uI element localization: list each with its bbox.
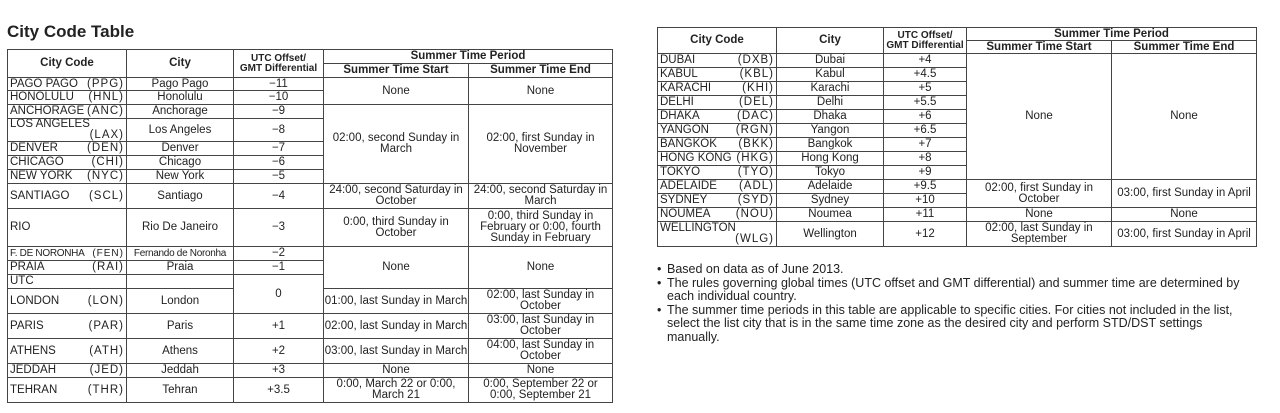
city-code-name: BANGKOK xyxy=(660,138,717,150)
table-cell: 03:00, last Sunday in October xyxy=(469,314,613,339)
table-cell xyxy=(658,152,777,166)
table-cell xyxy=(658,110,777,124)
table-cell: Fernando de Noronha xyxy=(127,247,234,261)
table-cell: +4.5 xyxy=(884,68,967,82)
city-code-abbrev: (TYO) xyxy=(737,166,774,178)
table-cell: +12 xyxy=(884,222,967,247)
table-cell: +2 xyxy=(234,339,324,364)
table-cell xyxy=(8,339,127,364)
city-code-abbrev: (WLG) xyxy=(735,233,774,245)
city-code-name: ANCHORAGE xyxy=(10,105,85,117)
table-cell: Denver xyxy=(127,142,234,156)
table-cell xyxy=(8,275,127,289)
table-cell: Yangon xyxy=(777,124,884,138)
table-cell: 0:00, September 22 or 0:00, September 21 xyxy=(469,378,613,403)
table-cell xyxy=(658,54,777,68)
table-cell: 02:00, last Sunday in March xyxy=(324,314,469,339)
table-cell xyxy=(658,68,777,82)
table-cell: None xyxy=(324,364,469,378)
table-cell xyxy=(8,364,127,378)
city-code-abbrev: (ATH) xyxy=(89,344,124,357)
city-code-name: RIO xyxy=(10,221,31,233)
table-row xyxy=(658,54,1257,68)
city-code-abbrev: (ADL) xyxy=(738,180,774,192)
table-row xyxy=(658,208,1257,222)
table-cell xyxy=(8,184,127,209)
table-cell: None xyxy=(1112,54,1257,180)
city-code-name: YANGON xyxy=(660,124,709,136)
city-code-abbrev: (SCL) xyxy=(88,189,124,202)
city-code-abbrev: (KBL) xyxy=(739,68,774,80)
table-cell: 24:00, second Saturday in October xyxy=(324,184,469,209)
table-cell xyxy=(658,124,777,138)
city-code-abbrev: (CHI) xyxy=(91,156,124,168)
table-cell: 0 xyxy=(234,275,324,314)
header-summer-period: Summer Time Period xyxy=(324,50,613,64)
city-code-abbrev: (PPG) xyxy=(87,77,124,90)
table-cell: −6 xyxy=(234,156,324,170)
table-cell xyxy=(8,261,127,275)
table-cell: Santiago xyxy=(127,184,234,209)
header-city-code: City Code xyxy=(8,50,127,78)
table-cell: None xyxy=(967,54,1112,180)
table-cell xyxy=(8,91,127,105)
table-cell: +5 xyxy=(884,82,967,96)
header-city-code: City Code xyxy=(658,28,777,54)
table-cell xyxy=(658,194,777,208)
city-code-name: KABUL xyxy=(660,68,698,80)
table-cell xyxy=(8,78,127,91)
table-cell: Jeddah xyxy=(127,364,234,378)
table-cell xyxy=(658,96,777,110)
table-cell: Adelaide xyxy=(777,180,884,194)
table-cell: London xyxy=(127,289,234,314)
table-row xyxy=(8,209,613,247)
table-cell: Noumea xyxy=(777,208,884,222)
header-summer-start: Summer Time Start xyxy=(967,41,1112,54)
table-cell: +11 xyxy=(884,208,967,222)
table-cell: Chicago xyxy=(127,156,234,170)
city-code-abbrev: (NOU) xyxy=(735,208,774,220)
table-cell: +9.5 xyxy=(884,180,967,194)
table-cell xyxy=(658,82,777,96)
table-cell: Kabul xyxy=(777,68,884,82)
table-cell: Sydney xyxy=(777,194,884,208)
city-code-abbrev: (DEN) xyxy=(87,142,124,154)
table-cell xyxy=(658,222,777,247)
table-cell: 03:00, first Sunday in April xyxy=(1112,222,1257,247)
table-cell: +8 xyxy=(884,152,967,166)
table-cell xyxy=(8,247,127,261)
table-cell: Hong Kong xyxy=(777,152,884,166)
table-cell: 0:00, third Sunday in October xyxy=(324,209,469,247)
city-code-abbrev: (HNL) xyxy=(88,91,124,103)
table-row xyxy=(8,339,613,364)
table-cell: Honolulu xyxy=(127,91,234,105)
table-cell: 0:00, March 22 or 0:00, March 21 xyxy=(324,378,469,403)
city-code-abbrev: (BKK) xyxy=(738,138,774,150)
table-cell xyxy=(8,105,127,119)
table-cell: −4 xyxy=(234,184,324,209)
city-code-name: PARIS xyxy=(10,319,44,332)
city-code-name: LOS ANGELES xyxy=(10,118,90,130)
table-cell xyxy=(8,209,127,247)
table-cell: Tehran xyxy=(127,378,234,403)
table-cell: +5.5 xyxy=(884,96,967,110)
city-code-abbrev: (KHI) xyxy=(742,82,774,94)
table-cell: 24:00, second Saturday in March xyxy=(469,184,613,209)
page-title: City Code Table xyxy=(7,22,135,41)
table-row xyxy=(8,105,613,119)
table-cell: −10 xyxy=(234,91,324,105)
city-code-abbrev: (HKG) xyxy=(736,152,774,164)
header-utc-offset: UTC Offset/ GMT Differential xyxy=(884,28,967,54)
table-cell: 01:00, last Sunday in March xyxy=(324,289,469,314)
table-row xyxy=(658,180,1257,194)
table-cell: Karachi xyxy=(777,82,884,96)
table-cell: +6.5 xyxy=(884,124,967,138)
city-code-abbrev: (THR) xyxy=(87,383,124,396)
header-summer-period: Summer Time Period xyxy=(967,28,1257,41)
table-cell: 03:00, first Sunday in April xyxy=(1112,180,1257,208)
city-code-abbrev: (RAI) xyxy=(92,261,124,273)
header-utc-offset: UTC Offset/ GMT Differential xyxy=(234,50,324,78)
header-city: City xyxy=(127,50,234,78)
city-code-name: KARACHI xyxy=(660,82,712,94)
table-cell: 02:00, first Sunday in October xyxy=(967,180,1112,208)
table-cell: +4 xyxy=(884,54,967,68)
city-code-name: PRAIA xyxy=(10,261,45,273)
header-summer-end: Summer Time End xyxy=(1112,41,1257,54)
table-cell: 02:00, last Sunday in September xyxy=(967,222,1112,247)
city-code-abbrev: (ANC) xyxy=(87,105,124,117)
table-cell: Wellington xyxy=(777,222,884,247)
footnotes xyxy=(657,263,1257,344)
city-code-abbrev: (LAX) xyxy=(89,129,124,141)
city-code-abbrev: (FEN) xyxy=(92,248,124,259)
table-cell: Anchorage xyxy=(127,105,234,119)
table-cell: +1 xyxy=(234,314,324,339)
city-code-name: LONDON xyxy=(10,294,60,307)
city-code-name: F. DE NORONHA xyxy=(10,248,85,259)
table-cell: +6 xyxy=(884,110,967,124)
table-cell: −7 xyxy=(234,142,324,156)
table-cell: None xyxy=(469,78,613,105)
table-cell: −3 xyxy=(234,209,324,247)
table-cell: Pago Pago xyxy=(127,78,234,91)
table-cell xyxy=(8,289,127,314)
table-cell: None xyxy=(324,78,469,105)
note-item: • Based on data as of June 2013. xyxy=(657,263,1257,277)
city-code-name: NEW YORK xyxy=(10,170,73,182)
table-cell xyxy=(658,166,777,180)
table-cell: None xyxy=(324,247,469,289)
note-item: • The rules governing global times (UTC offset and GMT differential) and summer time are determined by each individual country. xyxy=(657,277,1257,304)
city-code-abbrev: (PAR) xyxy=(88,319,124,332)
table-cell: −2 xyxy=(234,247,324,261)
table-row xyxy=(8,314,613,339)
city-code-name: HONOLULU xyxy=(10,91,74,103)
city-code-name: HONG KONG xyxy=(660,152,732,164)
table-cell: None xyxy=(1112,208,1257,222)
table-cell: Rio De Janeiro xyxy=(127,209,234,247)
city-code-abbrev: (DEL) xyxy=(738,96,774,108)
table-cell: 02:00, first Sunday in November xyxy=(469,105,613,184)
note-item: • The summer time periods in this table are applicable to specific cities. For cities not included in the list, select the list city that is in the same time zone as the desired city and perform STD/DST settings manually. xyxy=(657,304,1257,345)
city-code-abbrev: (SYD) xyxy=(737,194,774,206)
table-cell: −11 xyxy=(234,78,324,91)
city-code-name: DENVER xyxy=(10,142,58,154)
header-city: City xyxy=(777,28,884,54)
city-code-name: DHAKA xyxy=(660,110,700,122)
table-cell: Athens xyxy=(127,339,234,364)
table-row xyxy=(8,364,613,378)
city-code-table-right xyxy=(657,27,1257,247)
table-cell: +3.5 xyxy=(234,378,324,403)
city-code-abbrev: (RGN) xyxy=(735,124,774,136)
table-cell: −5 xyxy=(234,170,324,184)
header-summer-start: Summer Time Start xyxy=(324,64,469,78)
table-cell xyxy=(8,156,127,170)
table-cell: Dubai xyxy=(777,54,884,68)
city-code-table-left xyxy=(7,49,613,403)
table-cell: +3 xyxy=(234,364,324,378)
table-cell: Los Angeles xyxy=(127,119,234,142)
table-cell: New York xyxy=(127,170,234,184)
table-cell xyxy=(658,180,777,194)
table-row xyxy=(8,378,613,403)
city-code-name: ADELAIDE xyxy=(660,180,717,192)
table-cell: Tokyo xyxy=(777,166,884,180)
table-cell xyxy=(127,275,234,289)
city-code-name: JEDDAH xyxy=(10,364,57,376)
table-cell: None xyxy=(469,247,613,289)
city-code-abbrev: (NYC) xyxy=(87,170,124,182)
table-cell: −1 xyxy=(234,261,324,275)
city-code-name: WELLINGTON xyxy=(660,222,736,234)
table-cell: 03:00, last Sunday in March xyxy=(324,339,469,364)
table-cell xyxy=(8,314,127,339)
table-cell xyxy=(8,170,127,184)
city-code-name: SANTIAGO xyxy=(10,189,70,202)
table-cell: −8 xyxy=(234,119,324,142)
city-code-name: TOKYO xyxy=(660,166,701,178)
city-code-abbrev: (DAC) xyxy=(737,110,774,122)
city-code-abbrev: (JED) xyxy=(89,364,124,376)
table-cell: Delhi xyxy=(777,96,884,110)
table-row xyxy=(8,184,613,209)
city-code-abbrev: (DXB) xyxy=(737,54,774,66)
city-code-name: NOUMEA xyxy=(660,208,711,220)
city-code-abbrev: (LON) xyxy=(87,294,124,307)
table-row xyxy=(658,222,1257,247)
city-code-name: DUBAI xyxy=(660,54,696,66)
table-cell: +10 xyxy=(884,194,967,208)
table-cell: None xyxy=(967,208,1112,222)
table-cell: Paris xyxy=(127,314,234,339)
table-cell xyxy=(8,142,127,156)
table-cell xyxy=(658,208,777,222)
city-code-name: ATHENS xyxy=(10,344,56,357)
table-cell: 02:00, last Sunday in October xyxy=(469,289,613,314)
table-row xyxy=(8,247,613,261)
table-cell: 0:00, third Sunday in February or 0:00, fourth Sunday in February xyxy=(469,209,613,247)
table-cell: +7 xyxy=(884,138,967,152)
table-cell: Bangkok xyxy=(777,138,884,152)
table-row xyxy=(8,78,613,91)
table-cell: 04:00, last Sunday in October xyxy=(469,339,613,364)
table-cell: Praia xyxy=(127,261,234,275)
table-cell xyxy=(658,138,777,152)
city-code-name: PAGO PAGO xyxy=(10,77,78,90)
table-cell: +9 xyxy=(884,166,967,180)
header-summer-end: Summer Time End xyxy=(469,64,613,78)
city-code-name: SYDNEY xyxy=(660,194,708,206)
city-code-name: DELHI xyxy=(660,96,694,108)
table-cell: Dhaka xyxy=(777,110,884,124)
table-cell: None xyxy=(469,364,613,378)
table-cell: 02:00, second Sunday in March xyxy=(324,105,469,184)
table-cell xyxy=(8,119,127,142)
city-code-name: UTC xyxy=(10,275,34,287)
table-cell xyxy=(8,378,127,403)
table-cell: −9 xyxy=(234,105,324,119)
city-code-name: CHICAGO xyxy=(10,156,64,168)
city-code-name: TEHRAN xyxy=(10,383,58,396)
